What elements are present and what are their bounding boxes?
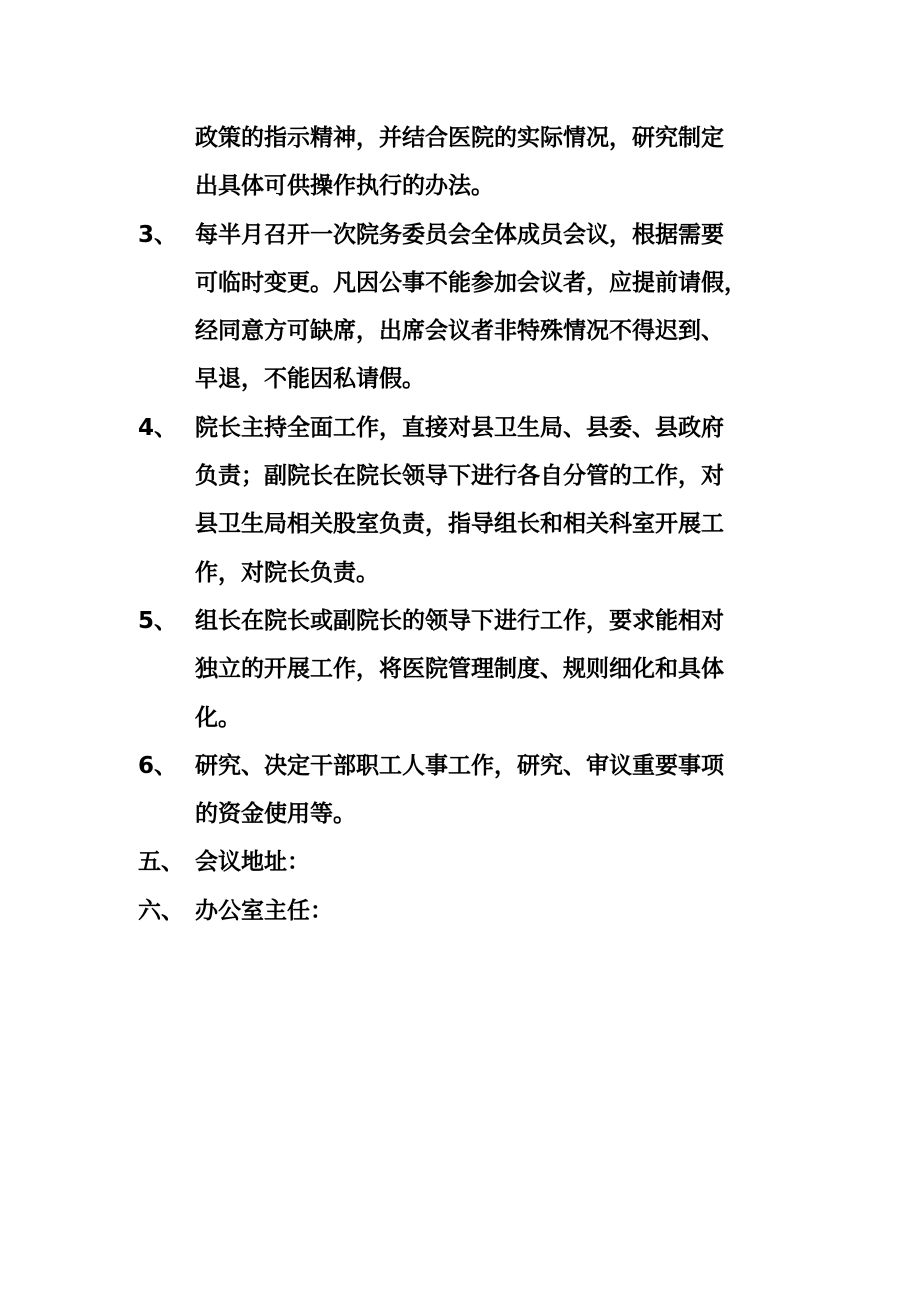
paragraph-line	[0, 790, 920, 838]
list-item-text: 作，对院长负责。	[195, 559, 379, 586]
paragraph-line	[0, 452, 920, 500]
section-marker: 六、	[138, 897, 184, 924]
paragraph-line	[0, 259, 920, 307]
list-item-marker: 3、	[138, 221, 178, 248]
section-marker: 五、	[138, 849, 184, 876]
paragraph-line	[0, 162, 920, 210]
list-item-text: 独立的开展工作，将医院管理制度、规则细化和具体	[195, 656, 724, 683]
paragraph-line	[0, 549, 920, 597]
section-office-director	[0, 887, 920, 935]
list-item-5	[0, 597, 920, 645]
paragraph-line	[0, 645, 920, 693]
paragraph-text: 政策的指示精神，并结合医院的实际情况，研究制定	[195, 125, 724, 151]
section-meeting-address	[0, 838, 920, 886]
list-item-text: 组长在院长或副院长的领导下进行工作，要求能相对	[195, 607, 724, 634]
list-item-text: 的资金使用等。	[195, 801, 356, 828]
list-item-4	[0, 404, 920, 452]
paragraph-line	[0, 355, 920, 403]
list-item-marker: 4、	[138, 414, 178, 441]
list-item-text: 每半月召开一次院务委员会全体成员会议，根据需要	[195, 221, 724, 248]
section-heading: 会议地址：	[195, 849, 310, 876]
list-item-text: 化。	[195, 704, 241, 731]
list-item-text: 早退，不能因私请假。	[195, 366, 425, 393]
paragraph-line	[0, 114, 920, 162]
list-item-text: 负责；副院长在院长领导下进行各自分管的工作，对	[195, 463, 724, 490]
document-body	[0, 114, 920, 935]
paragraph-line	[0, 694, 920, 742]
list-item-text: 研究、决定干部职工人事工作，研究、审议重要事项	[195, 752, 724, 779]
paragraph-line	[0, 500, 920, 548]
list-item-marker: 6、	[138, 752, 178, 779]
list-item-text: 经同意方可缺席，出席会议者非特殊情况不得迟到、	[195, 318, 724, 345]
paragraph-line	[0, 307, 920, 355]
list-item-text: 县卫生局相关股室负责，指导组长和相关科室开展工	[195, 511, 724, 538]
paragraph-text: 出具体可供操作执行的办法。	[195, 173, 494, 200]
section-heading: 办公室主任：	[195, 897, 333, 924]
list-item-marker: 5、	[138, 607, 178, 634]
list-item-text: 可临时变更。凡因公事不能参加会议者，应提前请假，	[195, 269, 747, 296]
list-item-6	[0, 742, 920, 790]
list-item-text: 院长主持全面工作，直接对县卫生局、县委、县政府	[195, 414, 724, 441]
list-item-3	[0, 211, 920, 259]
